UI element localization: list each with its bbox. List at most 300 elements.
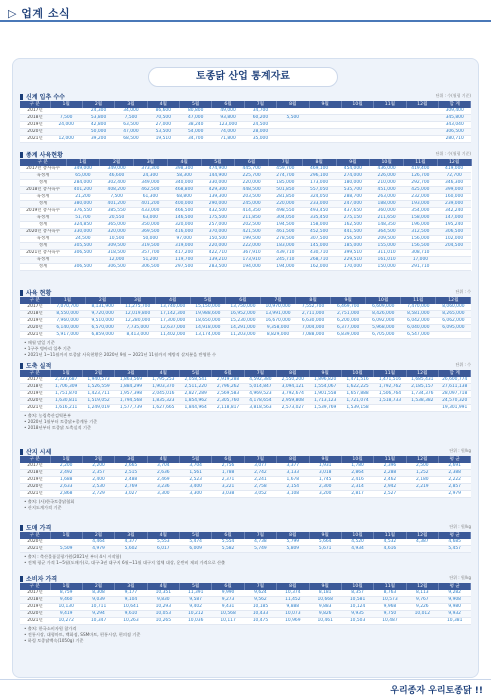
table-cell: 60,200: [244, 115, 276, 122]
table-row: [20, 250, 471, 257]
column-header: 구 분: [20, 101, 50, 108]
table-cell: 7,500: [115, 115, 147, 122]
table-cell: 5,602: [115, 546, 147, 553]
source-note: • 산지도계가격 기준: [24, 505, 62, 510]
table-cell: 349,000: [100, 166, 134, 173]
table-cell: 2,569,583: [212, 391, 244, 398]
table-cell: 1,678: [277, 477, 309, 484]
table-cell: 8,550,000: [50, 311, 85, 318]
table-cell: 126,700: [404, 173, 438, 180]
row-label: 2018년: [20, 115, 50, 122]
table-cell: 5,968,000: [366, 325, 401, 332]
table-cell: 239,000: [437, 201, 471, 208]
table-cell: 1,622,225: [341, 384, 373, 391]
row-label: 2020년 총사육수: [20, 229, 66, 236]
table-cell: 13,174,000: [190, 332, 225, 339]
table-cell: 2,357: [82, 470, 114, 477]
column-header: 7월: [260, 297, 295, 304]
table-cell: 9,460: [50, 597, 82, 604]
table-cell: 340,000: [167, 180, 201, 187]
table-cell: 145,000: [302, 243, 336, 250]
table-row: [20, 325, 471, 332]
table-cell: 2,515: [115, 470, 147, 477]
table-cell: 203,500: [235, 194, 269, 201]
table-row: [20, 180, 471, 187]
column-header: 12월: [406, 101, 438, 108]
table-cell: 1,627,665: [147, 405, 179, 412]
table-cell: 10,212: [180, 611, 212, 618]
table-cell: 6,095,000: [436, 325, 471, 332]
table-cell: 1,903,370: [147, 384, 179, 391]
row-label: 2020년: [20, 325, 50, 332]
table-cell: [436, 332, 471, 339]
table-cell: 2,323,687: [50, 377, 82, 384]
table-cell: 162,500: [336, 222, 370, 229]
table-cell: 47,000: [180, 115, 212, 122]
table-cell: 4,738: [244, 539, 276, 546]
table-cell: 2,527: [374, 491, 406, 498]
table-cell: 9,562: [244, 597, 276, 604]
row-label: 성계: [20, 222, 66, 229]
table-cell: 74,000: [212, 129, 244, 136]
table-cell: 3,108: [277, 491, 309, 498]
table-cell: 6,570,000: [85, 325, 120, 332]
table-cell: 3,400: [180, 484, 212, 491]
table-cell: 4,387: [406, 539, 438, 546]
table-row: [20, 122, 471, 129]
table-cell: 144,900: [201, 173, 235, 180]
table-cell: 10,487: [374, 618, 406, 625]
table-cell: 10,374: [277, 590, 309, 597]
table-cell: 209,500: [370, 236, 404, 243]
section-title-text: 도축 실적: [26, 363, 52, 370]
table-cell: 3,300: [180, 491, 212, 498]
table-cell: 9,104: [115, 597, 147, 604]
table-cell: 10,969: [277, 618, 309, 625]
table-cell: 468,800: [167, 187, 201, 194]
table-cell: 9,624: [244, 590, 276, 597]
table-row: [20, 398, 471, 405]
table-cell: 3,704: [147, 463, 179, 470]
column-header: 11월: [374, 370, 406, 377]
table-cell: 9,402: [180, 604, 212, 611]
table-cell: 7,088,000: [296, 332, 331, 339]
table-cell: [341, 136, 373, 143]
table-cell: 354,000: [404, 208, 438, 215]
column-header: 8월: [277, 532, 309, 539]
column-header: 2월: [82, 532, 114, 539]
column-header: 6월: [212, 101, 244, 108]
table-cell: 498,550: [269, 208, 303, 215]
table-cell: 6,705,000: [366, 332, 401, 339]
table-cell: 1,554,067: [309, 384, 341, 391]
section-unit: 단위 : 수(월평 기준): [435, 151, 471, 156]
table-cell: 401,200: [134, 201, 168, 208]
table-cell: 9,282: [439, 590, 471, 597]
table-cell: 15,230,000: [225, 318, 260, 325]
table-cell: 38,240: [180, 122, 212, 129]
table-cell: 330,000: [201, 180, 235, 187]
column-header: 2월: [100, 159, 134, 166]
table-cell: 10,503: [341, 618, 373, 625]
table-header-row: [20, 101, 471, 108]
table-cell: 139,300: [201, 194, 235, 201]
table-cell: 1,471,516: [374, 377, 406, 384]
table-cell: 1,734,376: [406, 391, 438, 398]
column-header: 6월: [212, 370, 244, 377]
table-cell: 1,884,299: [115, 384, 147, 391]
table-cell: 18,650,000: [190, 318, 225, 325]
table-cell: 307,500: [302, 236, 336, 243]
table-cell: 20,550: [100, 215, 134, 222]
table-cell: 2,919,288: [212, 377, 244, 384]
column-header: 평 균: [439, 532, 471, 539]
column-header: 3월: [134, 159, 168, 166]
table-cell: 9,750: [374, 611, 406, 618]
table-cell: 350,000: [134, 222, 168, 229]
row-label: 2018년: [20, 311, 50, 318]
column-header: 6월: [235, 159, 269, 166]
table-cell: 46,600: [100, 173, 134, 180]
table-cell: 10,581: [341, 597, 373, 604]
table-cell: 2,711,000: [296, 311, 331, 318]
table-cell: 11,203,000: [225, 332, 260, 339]
table-row: [20, 484, 471, 491]
table-cell: 232,000: [404, 194, 438, 201]
table-cell: 58,300: [167, 173, 201, 180]
breeder-status-table: [20, 159, 472, 271]
column-header: 구 분: [20, 297, 50, 304]
row-label: 2020년: [20, 539, 50, 546]
table-cell: 3,018: [309, 470, 341, 477]
column-header: 12월: [406, 583, 438, 590]
table-cell: 11,275,700: [120, 304, 155, 311]
table-cell: 4,377: [115, 539, 147, 546]
table-cell: 349,000: [66, 166, 100, 173]
table-row: [20, 604, 471, 611]
table-row: [20, 611, 471, 618]
table-row: [20, 215, 471, 222]
column-header: 3월: [115, 583, 147, 590]
table-cell: 1,940,573: [82, 377, 114, 384]
column-header: 7월: [244, 583, 276, 590]
table-cell: 257,000: [201, 222, 235, 229]
table-cell: 5,671: [309, 546, 341, 553]
table-cell: 320,000: [100, 229, 134, 236]
table-cell: 459,700: [269, 166, 303, 173]
column-header: 4월: [147, 370, 179, 377]
column-header: 3월: [115, 532, 147, 539]
table-cell: 268,710: [302, 257, 336, 264]
table-cell: 10,347: [82, 618, 114, 625]
table-cell: 2,118,817: [212, 405, 244, 412]
table-cell: 2,523: [180, 477, 212, 484]
table-cell: 3,027: [115, 491, 147, 498]
table-cell: 454,000: [336, 166, 370, 173]
table-cell: 1,685,431: [406, 377, 438, 384]
column-header: 12월: [406, 456, 438, 463]
table-cell: 173,910: [235, 257, 269, 264]
table-cell: 3,077: [244, 463, 276, 470]
source-note: • 전통시장, 대형마트, 백화점, SSM마트, 편통시장, 편의점 기준: [24, 632, 141, 637]
table-cell: 28,000: [244, 129, 276, 136]
column-header: 구 분: [20, 370, 50, 377]
table-cell: 284,000: [66, 180, 100, 187]
table-cell: [406, 115, 438, 122]
table-cell: 2,488: [115, 477, 147, 484]
column-header: 11월: [374, 456, 406, 463]
table-cell: 4,969,523: [244, 391, 276, 398]
table-cell: 156,000: [404, 236, 438, 243]
table-cell: 290,000: [201, 201, 235, 208]
table-cell: 7,070,700: [50, 304, 85, 311]
table-cell: 28,097,718: [439, 391, 471, 398]
table-cell: 318,500: [100, 250, 134, 257]
table-cell: 6,200,000: [331, 318, 366, 325]
table-cell: 1,561: [180, 470, 212, 477]
column-header: 5월: [190, 297, 225, 304]
table-cell: 222,000: [235, 243, 269, 250]
table-cell: 12,280,000: [120, 318, 155, 325]
table-cell: 68,800: [167, 194, 201, 201]
table-cell: 346,300: [437, 180, 471, 187]
table-cell: 291,710: [404, 264, 438, 271]
source-note: • 2020년 1월부터 토종닭+종계통 기준: [24, 419, 98, 424]
table-cell: 9,587: [180, 597, 212, 604]
table-cell: 320,000: [167, 222, 201, 229]
table-cell: 24,300: [82, 108, 114, 115]
table-cell: 4,685: [439, 539, 471, 546]
table-cell: [406, 546, 438, 553]
table-cell: 1,249,019: [82, 405, 114, 412]
table-cell: 3,094,121: [277, 384, 309, 391]
column-header: 5월: [180, 101, 212, 108]
table-cell: 296,100: [302, 173, 336, 180]
row-label: 2017년: [20, 108, 50, 115]
table-cell: [406, 491, 438, 498]
table-cell: 9,358,000: [260, 325, 295, 332]
table-cell: 2,492: [50, 470, 82, 477]
column-header: 9월: [309, 532, 341, 539]
section-marker-icon: [20, 449, 23, 455]
table-cell: 364,500: [370, 229, 404, 236]
row-label: 성계: [20, 264, 66, 271]
column-header: 3월: [115, 370, 147, 377]
column-header: 9월: [331, 297, 366, 304]
source-note: • 매월 말일 기준: [24, 340, 55, 345]
table-cell: 306,500: [439, 129, 471, 136]
table-cell: 3,038: [212, 491, 244, 498]
table-cell: 6,839,000: [331, 332, 366, 339]
table-cell: 275,150: [336, 215, 370, 222]
table-cell: [374, 405, 406, 412]
table-cell: 2,742: [244, 470, 276, 477]
table-cell: 2,979: [439, 491, 471, 498]
table-row: [20, 129, 471, 136]
table-cell: 15,150,000: [190, 304, 225, 311]
column-header: 4월: [147, 101, 179, 108]
table-row: [20, 194, 471, 201]
section-marker-icon: [20, 576, 23, 582]
row-label: 2019년: [20, 122, 50, 129]
table-header-row: [20, 456, 471, 463]
table-cell: 306,500: [66, 264, 100, 271]
table-cell: 204,500: [437, 243, 471, 250]
table-cell: 365,000: [100, 222, 134, 229]
table-cell: 14,291,000: [225, 325, 260, 332]
table-cell: 9,294: [82, 611, 114, 618]
table-cell: 319,000: [167, 243, 201, 250]
table-cell: 194,000: [269, 264, 303, 271]
table-cell: [309, 129, 341, 136]
column-header: 구 분: [20, 532, 50, 539]
row-label: 육성계: [20, 215, 66, 222]
row-label: 2021년: [20, 618, 50, 625]
column-header: 10월: [341, 101, 373, 108]
table-cell: 309,400: [439, 108, 471, 115]
section-marker-icon: [20, 94, 23, 100]
column-header: 2월: [82, 101, 114, 108]
table-cell: 399,510: [336, 250, 370, 257]
table-cell: [309, 115, 341, 122]
farm-price-section: [20, 447, 471, 510]
table-cell: 26,600,774: [439, 377, 471, 384]
table-cell: 376,550: [66, 208, 100, 215]
table-cell: 401,200: [100, 201, 134, 208]
table-cell: 34,000: [115, 108, 147, 115]
column-header: 5월: [180, 456, 212, 463]
table-cell: 6,092,000: [366, 318, 401, 325]
table-row: [20, 597, 471, 604]
table-cell: 7,552,700: [296, 304, 331, 311]
table-row: [20, 201, 471, 208]
source-note: • 2018년부터 토종닭 도축실적 기준: [24, 425, 91, 430]
table-cell: 202,500: [235, 222, 269, 229]
table-cell: 6,042,000: [401, 318, 436, 325]
farm-price-title: [20, 447, 471, 456]
column-header: 9월: [309, 370, 341, 377]
table-row: [20, 546, 471, 553]
section-title-text: 종계 사육현황: [26, 152, 63, 159]
table-cell: 42,800: [82, 122, 114, 129]
column-header: 합 계: [439, 101, 471, 108]
column-header: 10월: [341, 370, 373, 377]
table-cell: 1,844,964: [180, 405, 212, 412]
table-cell: 162,000: [302, 264, 336, 271]
table-cell: 437,650: [336, 208, 370, 215]
table-cell: 102,000: [437, 236, 471, 243]
column-header: 9월: [336, 159, 370, 166]
table-cell: 3,300: [147, 491, 179, 498]
table-cell: 2,758: [244, 484, 276, 491]
table-cell: 400,000: [167, 201, 201, 208]
table-cell: 263,000: [370, 194, 404, 201]
table-cell: 9,888: [277, 604, 309, 611]
table-cell: 436,000: [370, 166, 404, 173]
table-cell: 6,140,000: [50, 325, 85, 332]
column-header: 8월: [302, 159, 336, 166]
table-cell: 51,700: [66, 215, 100, 222]
table-cell: 24,500: [66, 236, 100, 243]
table-cell: 1,471,516: [341, 377, 373, 384]
column-header: 8월: [277, 583, 309, 590]
table-cell: 229,510: [336, 257, 370, 264]
table-cell: 10,130: [50, 604, 82, 611]
table-cell: 4,532: [374, 539, 406, 546]
table-cell: 462,500: [134, 187, 168, 194]
table-cell: 194,500: [269, 222, 303, 229]
table-cell: 147,000: [437, 215, 471, 222]
table-cell: 439,710: [269, 250, 303, 257]
table-cell: 5,014,847: [244, 384, 276, 391]
table-cell: 398,300: [167, 166, 201, 173]
table-cell: 16,670,000: [260, 318, 295, 325]
source-note: • 2021년 1~11월까지 토종닭 사육현황은 2020년 9월 ~ 2021년 11월까지 예방적 살처분을 반영한 수: [24, 352, 217, 357]
table-cell: 53,800: [82, 115, 114, 122]
table-cell: 8,759: [50, 590, 82, 597]
slaughter-record-table: [20, 370, 471, 412]
section-unit: 단위 : 수(월평 기준): [435, 93, 471, 98]
table-cell: 324,850: [66, 222, 100, 229]
table-cell: 8,113: [406, 590, 438, 597]
table-cell: 158,000: [404, 215, 438, 222]
table-cell: 8,829,000: [260, 332, 295, 339]
table-cell: 2,288: [374, 470, 406, 477]
table-header-row: [20, 532, 471, 539]
row-label: 2018년: [20, 597, 50, 604]
table-cell: 557,050: [302, 187, 336, 194]
table-cell: 11,452: [277, 597, 309, 604]
table-cell: 2,511,220: [180, 384, 212, 391]
table-cell: 54,000: [180, 129, 212, 136]
table-cell: 226,000: [370, 173, 404, 180]
table-cell: 9,177: [115, 590, 147, 597]
table-cell: 452,500: [302, 229, 336, 236]
column-header: 11월: [404, 159, 438, 166]
column-header: 5월: [180, 532, 212, 539]
column-header: 구 분: [20, 456, 50, 463]
table-cell: 10,265: [147, 618, 179, 625]
table-cell: 1,688: [50, 477, 82, 484]
column-header: 8월: [277, 101, 309, 108]
table-cell: 10,036: [180, 618, 212, 625]
table-cell: 97,000: [167, 236, 201, 243]
table-cell: 34,700: [180, 136, 212, 143]
table-cell: 2,665: [115, 463, 147, 470]
column-header: 구 분: [20, 583, 50, 590]
table-cell: 13,991,000: [260, 311, 295, 318]
table-cell: 2,942: [374, 484, 406, 491]
table-cell: 9,720,000: [85, 311, 120, 318]
table-cell: 185,000: [336, 243, 370, 250]
table-cell: 469,100: [302, 166, 336, 173]
table-cell: 210,000: [370, 180, 404, 187]
table-cell: 5,500: [277, 115, 309, 122]
table-cell: 2,300: [309, 484, 341, 491]
section-title-text: 산지 시세: [26, 449, 52, 456]
table-cell: 47,000: [115, 129, 147, 136]
table-cell: 7,500: [100, 194, 134, 201]
table-cell: [374, 122, 406, 129]
column-header: 12월: [406, 532, 438, 539]
table-cell: 10,117: [212, 618, 244, 625]
column-header: 9월: [309, 583, 341, 590]
column-header: 2월: [82, 456, 114, 463]
section-unit: 단위 : 원/kg: [449, 524, 471, 529]
table-cell: 5,917,000: [50, 332, 85, 339]
column-header: 12월: [406, 370, 438, 377]
table-cell: 419,400: [404, 166, 438, 173]
